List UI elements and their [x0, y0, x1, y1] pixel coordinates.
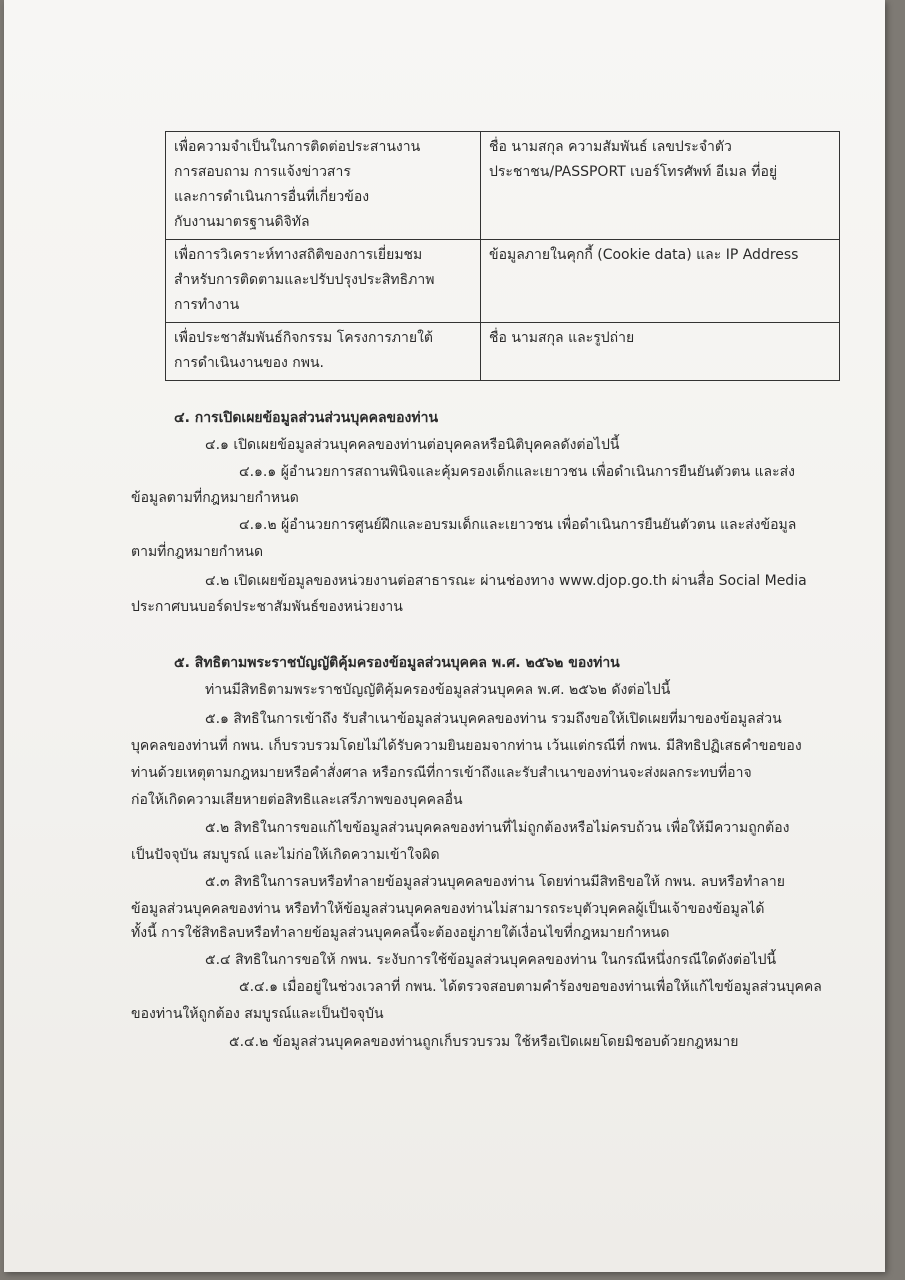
paragraph-line: ทั้งนี้ การใช้สิทธิลบหรือทำลายข้อมูลส่วนบุคคลนี้จะต้องอยู่ภายใต้เงื่อนไขที่กฎหมายกำหนด — [131, 925, 670, 941]
paragraph-line: ข้อมูลตามที่กฎหมายกำหนด — [131, 490, 299, 506]
paragraph-line: ข้อมูลส่วนบุคคลของท่าน หรือทำให้ข้อมูลส่วนบุคคลของท่านไม่สามารถระบุตัวบุคคลผู้เป็นเจ้าของข้อมูลได้ — [131, 901, 765, 917]
cell-line: ชื่อ นามสกุล ความสัมพันธ์ เลขประจำตัว — [489, 139, 732, 155]
cell-line: เพื่อความจำเป็นในการติดต่อประสานงาน — [174, 139, 421, 155]
cell-line: เพื่อการวิเคราะห์ทางสถิติของการเยี่ยมชม — [174, 247, 423, 263]
paragraph-line: ก่อให้เกิดความเสียหายต่อสิทธิและเสรีภาพของบุคคลอื่น — [131, 792, 463, 808]
paragraph-line: ๕.๑ สิทธิในการเข้าถึง รับสำเนาข้อมูลส่วนบุคคลของท่าน รวมถึงขอให้เปิดเผยที่มาของข้อมูลส่วน — [205, 711, 782, 727]
table-row — [166, 240, 840, 323]
cell-line: การทำงาน — [174, 297, 240, 313]
paragraph-line: ตามที่กฎหมายกำหนด — [131, 544, 264, 560]
paragraph-line: ๕.๔.๑ เมื่ออยู่ในช่วงเวลาที่ กพน. ได้ตรวจสอบตามคำร้องขอของท่านเพื่อให้แก้ไขข้อมูลส่วนบุคคล — [239, 979, 822, 995]
cell-line: การสอบถาม การแจ้งข่าวสาร — [174, 164, 351, 180]
cell-line: ชื่อ นามสกุล และรูปถ่าย — [489, 330, 635, 346]
data-purpose-table — [165, 131, 840, 381]
table-row — [166, 323, 840, 381]
cell-line: และการดำเนินการอื่นที่เกี่ยวข้อง — [174, 189, 370, 205]
table-cell-data — [481, 323, 840, 381]
paragraph-line: ท่านด้วยเหตุตามกฎหมายหรือคำสั่งศาล หรือกรณีที่การเข้าถึงและรับสำเนาของท่านจะส่งผลกระทบที่อาจ — [131, 765, 752, 781]
cell-line: ข้อมูลภายในคุกกี้ (Cookie data) และ IP Address — [489, 247, 799, 263]
cell-line: การดำเนินงานของ กพน. — [174, 355, 324, 371]
paragraph-line: ๕.๓ สิทธิในการลบหรือทำลายข้อมูลส่วนบุคคลของท่าน โดยท่านมีสิทธิขอให้ กพน. ลบหรือทำลาย — [205, 874, 785, 890]
cell-line: ประชาชน/PASSPORT เบอร์โทรศัพท์ อีเมล ที่อยู่ — [489, 164, 778, 180]
table-cell-data — [481, 240, 840, 323]
paragraph-line: ประกาศบนบอร์ดประชาสัมพันธ์ของหน่วยงาน — [131, 599, 403, 615]
section-4-heading: ๔. การเปิดเผยข้อมูลส่วนส่วนบุคคลของท่าน — [174, 410, 439, 426]
paragraph-line: บุคคลของท่านที่ กพน. เก็บรวบรวมโดยไม่ได้รับความยินยอมจากท่าน เว้นแต่กรณีที่ กพน. มีสิทธิปฏิเสธคำขอของ — [131, 738, 802, 754]
section-5-heading: ๕. สิทธิตามพระราชบัญญัติคุ้มครองข้อมูลส่วนบุคคล พ.ศ. ๒๕๖๒ ของท่าน — [174, 655, 620, 671]
table-cell-purpose — [166, 132, 481, 240]
cell-line: เพื่อประชาสัมพันธ์กิจกรรม โครงการภายใต้ — [174, 330, 434, 346]
paragraph-line: ๔.๑ เปิดเผยข้อมูลส่วนบุคคลของท่านต่อบุคคลหรือนิติบุคคลดังต่อไปนี้ — [205, 437, 620, 453]
paragraph-line: ๔.๑.๒ ผู้อำนวยการศูนย์ฝึกและอบรมเด็กและเยาวชน เพื่อดำเนินการยืนยันตัวตน และส่งข้อมูล — [239, 517, 797, 533]
paragraph-line: ท่านมีสิทธิตามพระราชบัญญัติคุ้มครองข้อมูลส่วนบุคคล พ.ศ. ๒๕๖๒ ดังต่อไปนี้ — [205, 682, 671, 698]
paragraph-line: ๕.๔ สิทธิในการขอให้ กพน. ระงับการใช้ข้อมูลส่วนบุคคลของท่าน ในกรณีหนึ่งกรณีใดดังต่อไปนี้ — [205, 952, 777, 968]
table-cell-data — [481, 132, 840, 240]
paragraph-line: ๔.๒ เปิดเผยข้อมูลของหน่วยงานต่อสาธารณะ ผ่านช่องทาง www.djop.go.th ผ่านสื่อ Social Media — [205, 573, 807, 589]
paragraph-line: ของท่านให้ถูกต้อง สมบูรณ์และเป็นปัจจุบัน — [131, 1006, 384, 1022]
table-row — [166, 132, 840, 240]
cell-line: สำหรับการติดตามและปรับปรุงประสิทธิภาพ — [174, 272, 435, 288]
paragraph-line: เป็นปัจจุบัน สมบูรณ์ และไม่ก่อให้เกิดความเข้าใจผิด — [131, 847, 440, 863]
table-cell-purpose — [166, 323, 481, 381]
paragraph-line: ๔.๑.๑ ผู้อำนวยการสถานพินิจและคุ้มครองเด็กและเยาวชน เพื่อดำเนินการยืนยันตัวตน และส่ง — [239, 464, 795, 480]
paragraph-line: ๕.๔.๒ ข้อมูลส่วนบุคคลของท่านถูกเก็บรวบรวม ใช้หรือเปิดเผยโดยมิชอบด้วยกฎหมาย — [229, 1034, 739, 1050]
paragraph-line: ๕.๒ สิทธิในการขอแก้ไขข้อมูลส่วนบุคคลของท่านที่ไม่ถูกต้องหรือไม่ครบถ้วน เพื่อให้มีความถูกต้อง — [205, 820, 790, 836]
table-cell-purpose — [166, 240, 481, 323]
cell-line: กับงานมาตรฐานดิจิทัล — [174, 214, 310, 230]
